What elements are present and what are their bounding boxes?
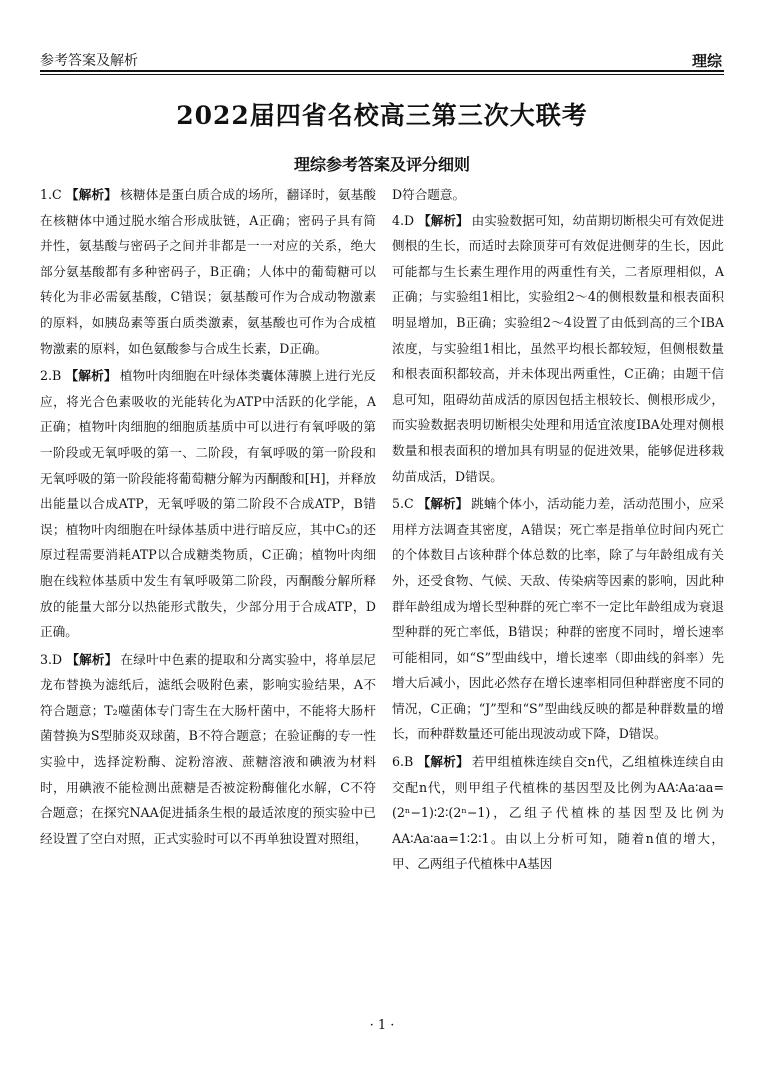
item-number: 2.: [40, 368, 53, 384]
item-tag: 【解析】: [65, 187, 118, 202]
item-number: 4.: [392, 212, 405, 228]
item-text: 若甲组植株连续自交n代，乙组植株连续自由交配n代，则甲组子代植株的基因型及比例为AA∶Aa∶aa=(2ⁿ−1)∶2∶(2ⁿ−1)，乙组子代植株的基因型及比例为AA∶Aa∶aa=1∶2∶1。由以上分析可知，随着n值的增大，甲、乙两组子代植株中A基因: [392, 754, 724, 872]
item-text: 在绿叶中色素的提取和分离实验中，将单层尼龙布替换为滤纸后，滤纸会吸附色素，影响实验结果，A不符合题意；T₂噬菌体专门寄生在大肠杆菌中，不能将大肠杆菌替换为S型肺炎双球菌，B不符合题意；在验证酶的专一性实验中，选择淀粉酶、淀粉溶液、蔗糖溶液和碘液为材料时，用碘液不能检测出蔗糖是否被淀粉酶催化水解，C不符合题意；在探究NAA促进插条生根的最适浓度的预实验中已经设置了空白对照，正式实验时可以不再单独设置对照组，: [40, 651, 377, 846]
header-rule-thick: [40, 70, 724, 72]
answer-item-4: [392, 208, 724, 490]
item-answer: B: [52, 368, 62, 384]
answer-item-5: [392, 491, 724, 747]
exam-subtitle: 理综参考答案及评分细则: [293, 155, 470, 174]
item-text: D符合题意。: [392, 187, 466, 202]
answer-item-3: [40, 647, 376, 852]
exam-title: 2022届四省名校高三第三次大联考: [176, 101, 588, 130]
item-tag: 【解析】: [417, 754, 469, 770]
item-answer: C: [404, 496, 414, 512]
item-number: 6.: [392, 754, 405, 770]
item-text: 跳蝻个体小，活动能力差，活动范围小，应采用样方法调查其密度，A错误；死亡率是指单位时间内死亡的个体数目占该种群个体总数的比率，除了与年龄组成有关外，还受食物、气候、天敌、传染病等因素的影响，因此种群年龄组成为增长型种群的死亡率不一定比年龄组成为衰退型种群的死亡率低，B错误；种群的密度不同时，增长速率可能相同，如“S”型曲线中，增长速率（即曲线的斜率）先增大后减小，因此必然存在增长速率相同但种群密度不同的情况，C正确；“J”型和“S”型曲线反映的都是种群数量的增长，而种群数量还可能出现波动或下降，D错误。: [392, 496, 725, 742]
item-text: 植物叶肉细胞在叶绿体类囊体薄膜上进行光反应，将光合色素吸收的光能转化为ATP中活跃的化学能，A正确；植物叶肉细胞的细胞质基质中可以进行有氧呼吸的第一阶段或无氧呼吸的第一、二阶段，有氧呼吸的第一阶段和无氧呼吸的第一阶段能将葡萄糖分解为丙酮酸和[H]，并释放出能量以合成ATP，无氧呼吸的第二阶段不合成ATP，B错误；植物叶肉细胞在叶绿体基质中进行暗反应，其中C₃的还原过程需要消耗ATP以合成糖类物质，C正确；植物叶肉细胞在线粒体基质中发生有氧呼吸第二阶段，丙酮酸分解所释放的能量大部分以热能形式散失，少部分用于合成ATP，D正确。: [40, 368, 377, 640]
item-number: 3.: [40, 651, 53, 667]
answer-item-6: [392, 749, 724, 877]
item-answer: D: [404, 212, 415, 228]
item-answer: C: [52, 187, 62, 202]
header-rule-thin: [40, 74, 724, 75]
item-text: 核糖体是蛋白质合成的场所，翻译时，氨基酸在核糖体中通过脱水缩合形成肽链，A正确；密码子具有简并性，氨基酸与密码子之间并非都是一一对应的关系，绝大部分氨基酸都有多种密码子，B正确；人体中的葡萄糖可以转化为非必需氨基酸，C错误；氨基酸可作为合成动物激素的原料，如胰岛素等蛋白质类激素，氨基酸也可作为合成植物激素的原料，如色氨酸参与合成生长素，D正确。: [40, 187, 377, 356]
right-column: [392, 182, 724, 877]
item-tag: 【解析】: [66, 651, 118, 667]
answer-item-3-continued: [392, 182, 724, 208]
item-answer: D: [52, 651, 63, 667]
item-number: 5.: [392, 496, 405, 512]
item-number: 1.: [40, 187, 53, 202]
answer-item-2: [40, 363, 376, 645]
page-number: · 1 ·: [369, 1018, 395, 1033]
item-tag: 【解析】: [418, 212, 469, 228]
header-subject-label: 理综: [691, 52, 722, 70]
answer-item-1: [40, 182, 376, 361]
left-column: [40, 182, 376, 851]
item-tag: 【解析】: [417, 496, 469, 512]
header-left-label: 参考答案及解析: [40, 53, 138, 69]
item-tag: 【解析】: [65, 368, 117, 384]
item-text: 由实验数据可知，幼苗期切断根尖可有效促进侧根的生长，而适时去除顶芽可有效促进侧芽的生长，因此可能都与生长素生理作用的两重性有关，二者原理相似，A正确；与实验组1相比，实验组2～4的侧根数量和根表面积明显增加，B正确；实验组2～4设置了由低到高的三个IBA浓度，与实验组1相比，虽然平均根长都较短，但侧根数量和根表面积都较高，并未体现出两重性，C正确；由题干信息可知，阻碍幼苗成活的原因包括主根较长、侧根形成少，而实验数据表明切断根尖处理和用适宜浓度IBA处理对侧根数量和根表面积的增加具有明显的促进效果，能够促进移栽幼苗成活，D错误。: [392, 212, 725, 484]
item-answer: B: [404, 754, 414, 770]
